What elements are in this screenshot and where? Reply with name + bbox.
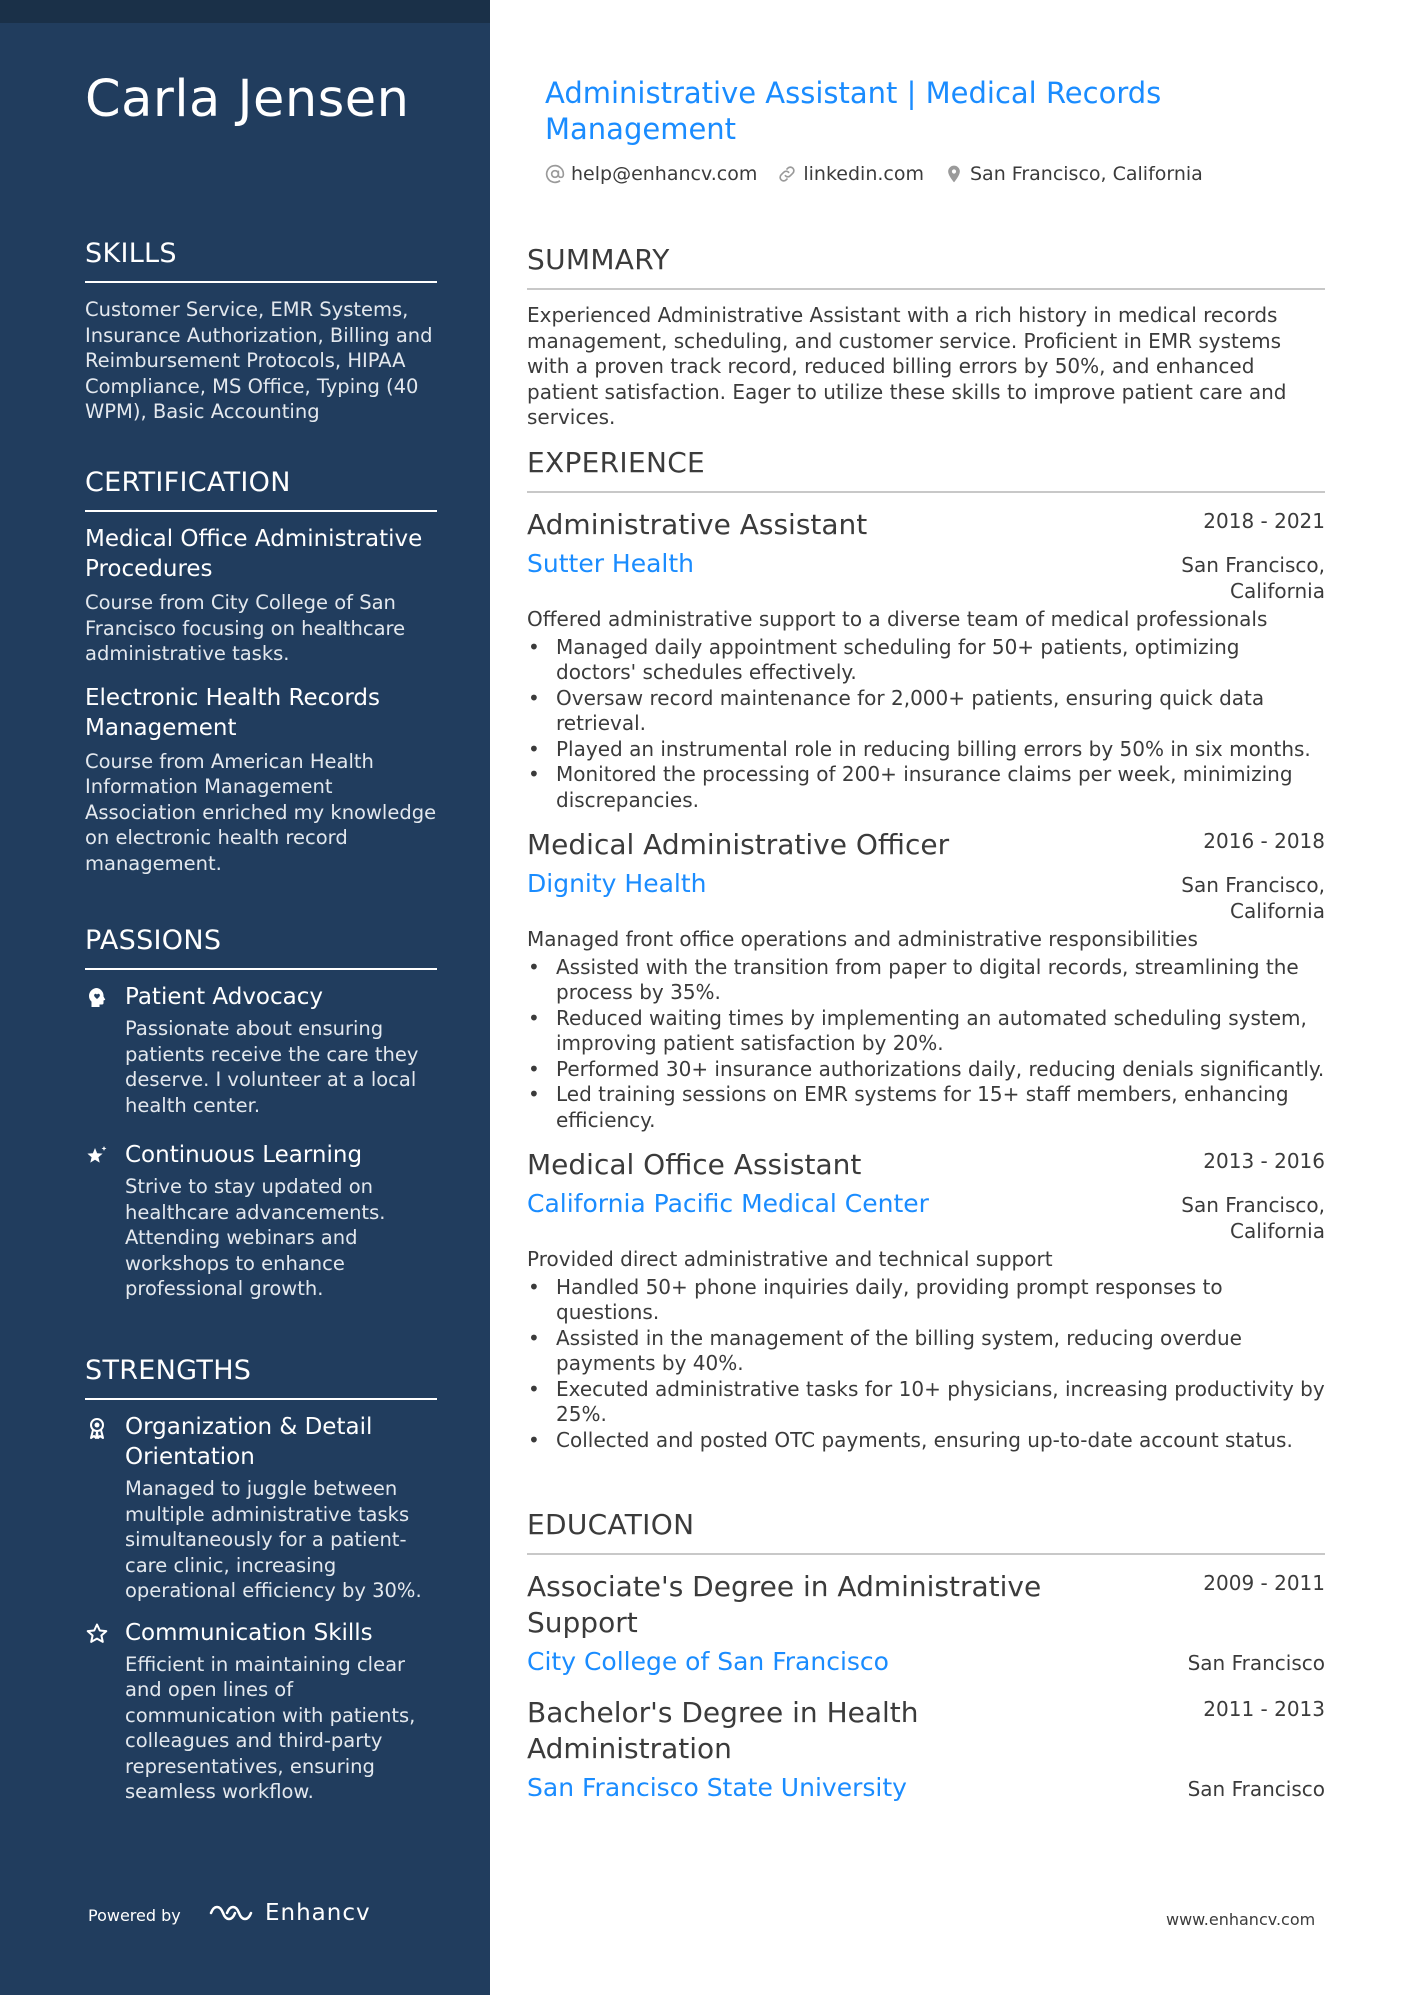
strength-item [85, 1412, 437, 1604]
job-dates: 2013 - 2016 [1203, 1149, 1325, 1173]
location-pin-icon [944, 164, 964, 184]
job-company: California Pacific Medical Center [527, 1189, 929, 1218]
education-entry [527, 1569, 1325, 1679]
job-description: Provided direct administrative and technical support [527, 1247, 1053, 1271]
passion-item [85, 1140, 437, 1302]
education-section [527, 1508, 1325, 1805]
link-icon [777, 164, 797, 184]
education-location: San Francisco [1187, 1651, 1325, 1675]
footer-url[interactable]: www.enhancv.com [1166, 1910, 1316, 1929]
education-entry [527, 1695, 1325, 1805]
strength-title: Communication Skills [125, 1619, 373, 1646]
job-location: San Francisco, California [1181, 873, 1325, 923]
powered-by-label: Powered by [88, 1906, 181, 1925]
contact-location-text: San Francisco, California [970, 163, 1203, 185]
education-dates: 2011 - 2013 [1203, 1697, 1325, 1721]
contact-linkedin[interactable] [777, 163, 924, 185]
strength-item [85, 1618, 437, 1805]
certification-heading: CERTIFICATION [85, 467, 437, 512]
job-dates: 2016 - 2018 [1203, 829, 1325, 853]
job-dates: 2018 - 2021 [1203, 509, 1325, 533]
experience-heading: EXPERIENCE [527, 446, 1325, 493]
job-title: Medical Office Assistant [527, 1148, 862, 1181]
job-bullet: • Reduced waiting times by implementing an automated scheduling system, improving patient satisfaction by 20%. [527, 1006, 1325, 1057]
candidate-name: Carla Jensen [85, 70, 410, 129]
education-school: San Francisco State University [527, 1773, 907, 1802]
job-bullet: • Monitored the processing of 200+ insurance claims per week, minimizing discrepancies. [527, 762, 1325, 813]
job-title: Administrative Assistant [527, 508, 868, 541]
job-entry [527, 507, 1325, 813]
job-bullet: • Assisted with the transition from paper to digital records, streamlining the process by 35%. [527, 955, 1325, 1006]
job-bullets [527, 1275, 1325, 1454]
skills-text: Customer Service, EMR Systems, Insurance Authorization, Billing and Reimbursement Protocols, HIPAA Compliance, MS Office, Typing (40 WPM), Basic Accounting [85, 298, 433, 423]
certification-title: Medical Office Administrative Procedures [85, 526, 423, 582]
passion-title: Continuous Learning [125, 1142, 363, 1168]
education-school: City College of San Francisco [527, 1647, 889, 1676]
job-bullets [527, 955, 1325, 1134]
job-bullet: • Assisted in the management of the billing system, reducing overdue payments by 40%. [527, 1326, 1325, 1377]
job-bullet: • Managed daily appointment scheduling for 50+ patients, optimizing doctors' schedules effectively. [527, 635, 1325, 686]
certification-desc: Course from American Health Information Management Association enriched my knowledge on electronic health record management. [85, 749, 437, 875]
job-bullet: • Executed administrative tasks for 10+ physicians, increasing productivity by 25%. [527, 1377, 1325, 1428]
education-degree: Bachelor's Degree in Health Administration [527, 1696, 919, 1765]
passion-item [85, 982, 437, 1118]
job-title: Medical Administrative Officer [527, 828, 950, 861]
education-heading: EDUCATION [527, 1508, 1325, 1555]
job-bullet: • Collected and posted OTC payments, ensuring up-to-date account status. [527, 1428, 1325, 1454]
job-entry [527, 1147, 1325, 1453]
head-heart-icon [85, 986, 111, 1012]
passion-desc: Strive to stay updated on healthcare advancements. Attending webinars and workshops to enhance professional growth. [125, 1175, 386, 1300]
at-icon [545, 164, 565, 184]
job-bullet: • Oversaw record maintenance for 2,000+ patients, ensuring quick data retrieval. [527, 686, 1325, 737]
job-company: Dignity Health [527, 869, 707, 898]
passions-heading: PASSIONS [85, 925, 437, 970]
job-bullet: • Played an instrumental role in reducing billing errors by 50% in six months. [527, 737, 1325, 763]
summary-text: Experienced Administrative Assistant with a rich history in medical records management, scheduling, and customer service. Proficient in EMR systems with a proven track record, reduced billing errors by 50%, and enhanced patient satisfaction. Eager to utilize these skills to improve patient care and services. [527, 303, 1287, 429]
star-outline-icon [85, 1622, 111, 1648]
certification-item [85, 683, 437, 877]
certification-desc: Course from City College of San Francisco focusing on healthcare administrative tasks. [85, 591, 406, 665]
job-description: Offered administrative support to a diverse team of medical professionals [527, 607, 1268, 631]
strengths-heading: STRENGTHS [85, 1355, 437, 1400]
contact-email-text: help@enhancv.com [571, 163, 758, 185]
skills-section [85, 238, 437, 425]
job-bullets [527, 635, 1325, 814]
job-location: San Francisco, California [1181, 1193, 1325, 1243]
job-location: San Francisco, California [1181, 553, 1325, 603]
award-ribbon-icon [85, 1416, 111, 1442]
sidebar-top-bar [0, 0, 490, 23]
contact-bar [545, 163, 1203, 185]
headline: Administrative Assistant | Medical Records Management [545, 76, 1162, 146]
job-bullet: • Led training sessions on EMR systems for 15+ staff members, enhancing efficiency. [527, 1082, 1325, 1133]
contact-email[interactable] [545, 163, 757, 185]
job-bullet: • Performed 30+ insurance authorizations daily, reducing denials significantly. [527, 1057, 1325, 1083]
job-company: Sutter Health [527, 549, 695, 578]
contact-location [944, 163, 1203, 185]
star-sparkle-icon [85, 1144, 111, 1170]
summary-section [527, 243, 1325, 431]
sidebar [0, 0, 490, 1995]
strength-desc: Managed to juggle between multiple administrative tasks simultaneously for a patient-care clinic, increasing operational efficiency by 30%. [125, 1477, 422, 1602]
job-bullet: • Handled 50+ phone inquiries daily, providing prompt responses to questions. [527, 1275, 1325, 1326]
skills-heading: SKILLS [85, 238, 437, 283]
education-dates: 2009 - 2011 [1203, 1571, 1325, 1595]
experience-section [527, 446, 1325, 1453]
passions-section [85, 925, 437, 1302]
job-entry [527, 827, 1325, 1133]
education-degree: Associate's Degree in Administrative Support [527, 1570, 1042, 1639]
certification-item [85, 524, 437, 667]
passion-desc: Passionate about ensuring patients receive the care they deserve. I volunteer at a local health center. [125, 1017, 419, 1117]
education-location: San Francisco [1187, 1777, 1325, 1801]
job-description: Managed front office operations and administrative responsibilities [527, 927, 1198, 951]
summary-heading: SUMMARY [527, 243, 1325, 290]
enhancv-logo[interactable] [207, 1900, 371, 1926]
strengths-section [85, 1355, 437, 1805]
certification-title: Electronic Health Records Management [85, 684, 380, 741]
strength-title: Organization & Detail Orientation [125, 1414, 373, 1470]
enhancv-logo-icon [207, 1901, 255, 1925]
passion-title: Patient Advocacy [125, 984, 324, 1010]
certification-section [85, 467, 437, 876]
strength-desc: Efficient in maintaining clear and open lines of communication with patients, colleagues and third-party representatives, ensuring seamless workflow. [125, 1652, 416, 1803]
enhancv-brand-text: Enhancv [265, 1900, 371, 1926]
contact-linkedin-text: linkedin.com [803, 163, 924, 185]
